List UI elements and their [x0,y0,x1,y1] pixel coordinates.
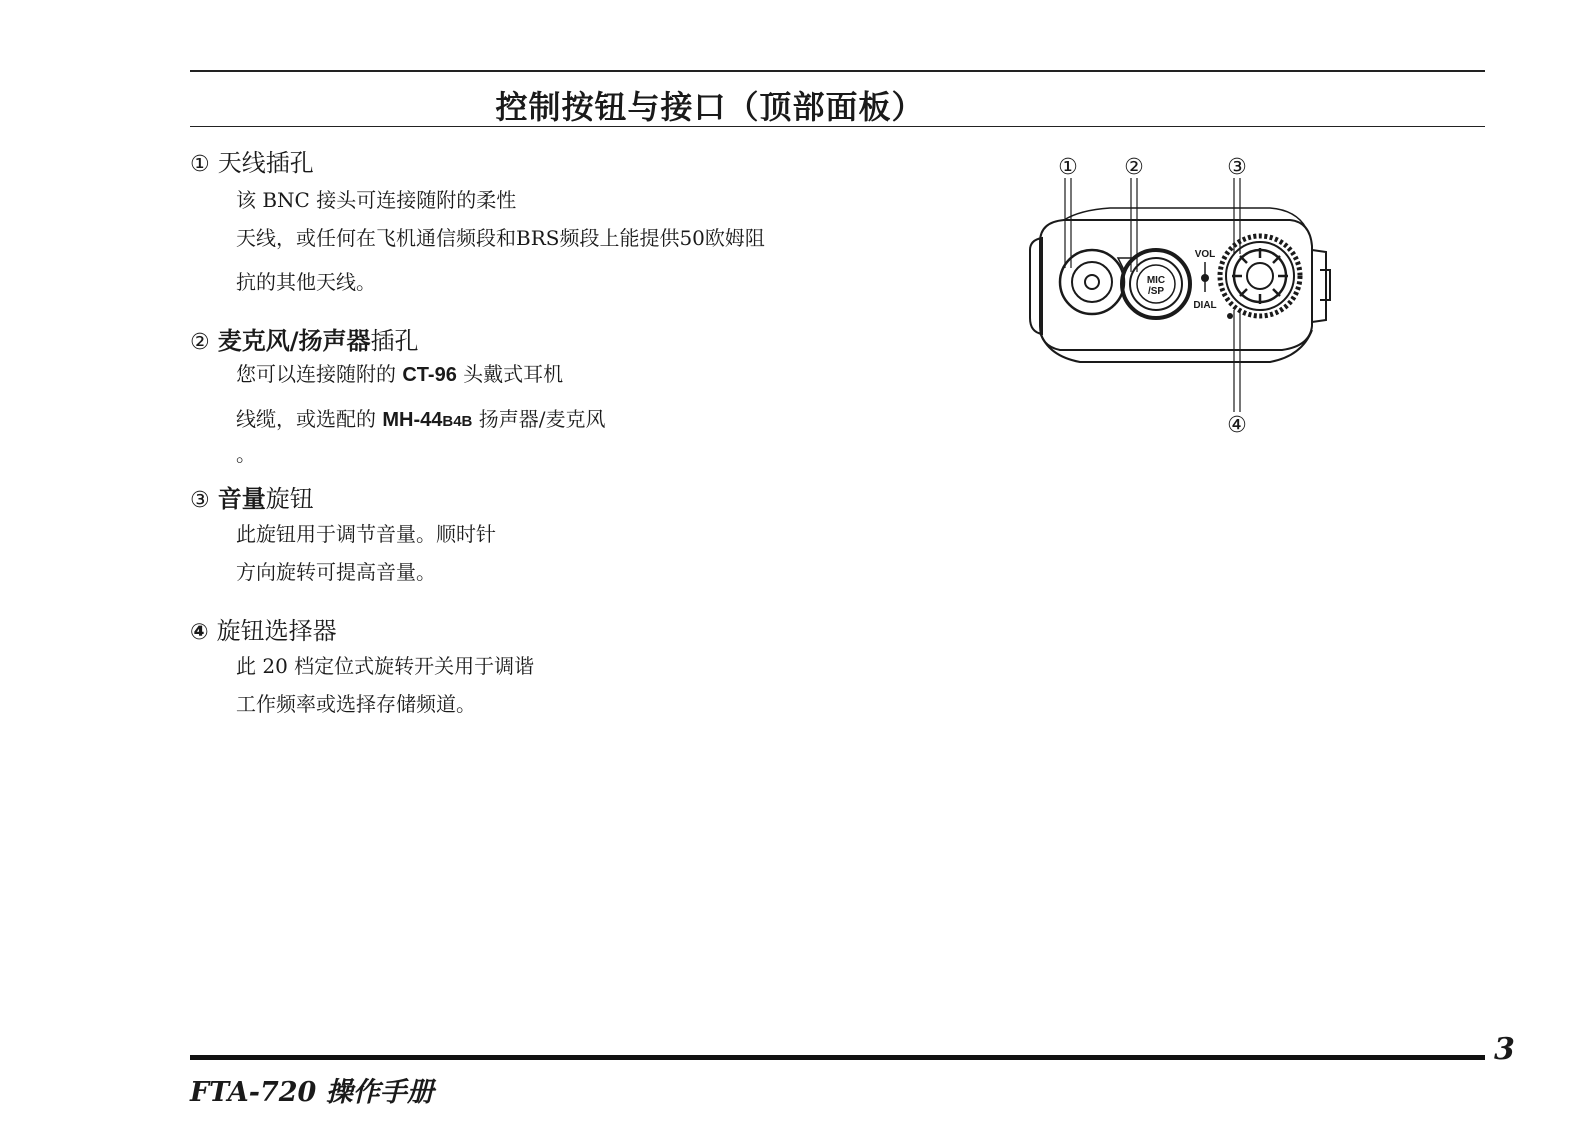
section-number: ① [190,152,210,177]
section-body-line: 该 BNC 接头可连接随附的柔性 [236,188,517,212]
section-body-line: 工作频率或选择存储频道。 [236,692,476,716]
body-text: 您可以连接随附的 [236,362,403,386]
sp-label: /SP [1147,286,1165,297]
section-heading [190,482,496,518]
section-body-line: 方向旋转可提高音量。 [236,560,436,584]
footer-model: FTA-720 [190,1077,317,1108]
mic-label: MIC [1146,275,1166,286]
heading-bold-text: 麦克风/扬声器 [217,327,371,355]
section-mic-speaker-jack [190,324,606,468]
section-body-line: 此 20 档定位式旋转开关用于调谐 [236,654,535,678]
section-antenna-jack [190,146,765,296]
heading-bold-text: 音量 [217,485,266,513]
section-volume-knob [190,482,496,586]
indicator-dot-icon [1227,313,1233,319]
section-number: ④ [190,620,209,645]
vol-dial-dot-icon [1201,274,1209,282]
heading-text: 旋钮选择器 [216,617,337,645]
top-rule [190,70,1485,72]
section-body-line: 此旋钮用于调节音量。顺时针 [236,522,496,546]
callout-1: ① [1058,155,1078,180]
body-text: 线缆，或选配的 [236,407,383,431]
section-body-line [236,405,606,436]
antenna-jack-icon [1060,250,1124,314]
footer-rule [190,1055,1485,1060]
heading-text: 插孔 [370,327,419,355]
callout-4: ④ [1227,413,1247,438]
footer-manual: 操作手册 [325,1077,434,1108]
heading-text: 旋钮 [265,485,314,513]
section-body-line [236,360,606,389]
section-number: ② [190,330,210,355]
model-mh44: MH-44 [382,409,443,431]
vol-label: VOL [1194,249,1216,260]
page-number: 3 [1494,1032,1515,1067]
dial-label: DIAL [1193,300,1217,311]
section-number: ③ [190,488,210,513]
body-text: 头戴式耳机 [456,362,564,386]
title-rule [190,126,1485,127]
section-heading [190,324,606,360]
footer-title [190,1070,434,1109]
callout-2: ② [1124,155,1144,180]
section-body-line: 。 [236,442,256,466]
volume-knob-icon [1220,236,1300,316]
model-ct96: CT-96 [402,364,457,386]
mic-sp-jack-icon [1122,250,1190,318]
top-panel-diagram [1020,150,1350,450]
callout-3: ③ [1227,155,1247,180]
section-body-line: 天线，或任何在飞机通信频段和BRS频段上能提供50欧姆阻 [236,226,765,250]
section-heading [190,146,765,182]
section-dial-selector [190,614,534,718]
section-body-line: 抗的其他天线。 [236,270,376,294]
model-suffix: B4B [442,413,473,430]
body-text: 扬声器/麦克风 [472,407,606,431]
heading-text: 天线插孔 [217,149,314,177]
section-heading [190,614,534,650]
page-title: 控制按钮与接口（顶部面板） [495,88,925,126]
